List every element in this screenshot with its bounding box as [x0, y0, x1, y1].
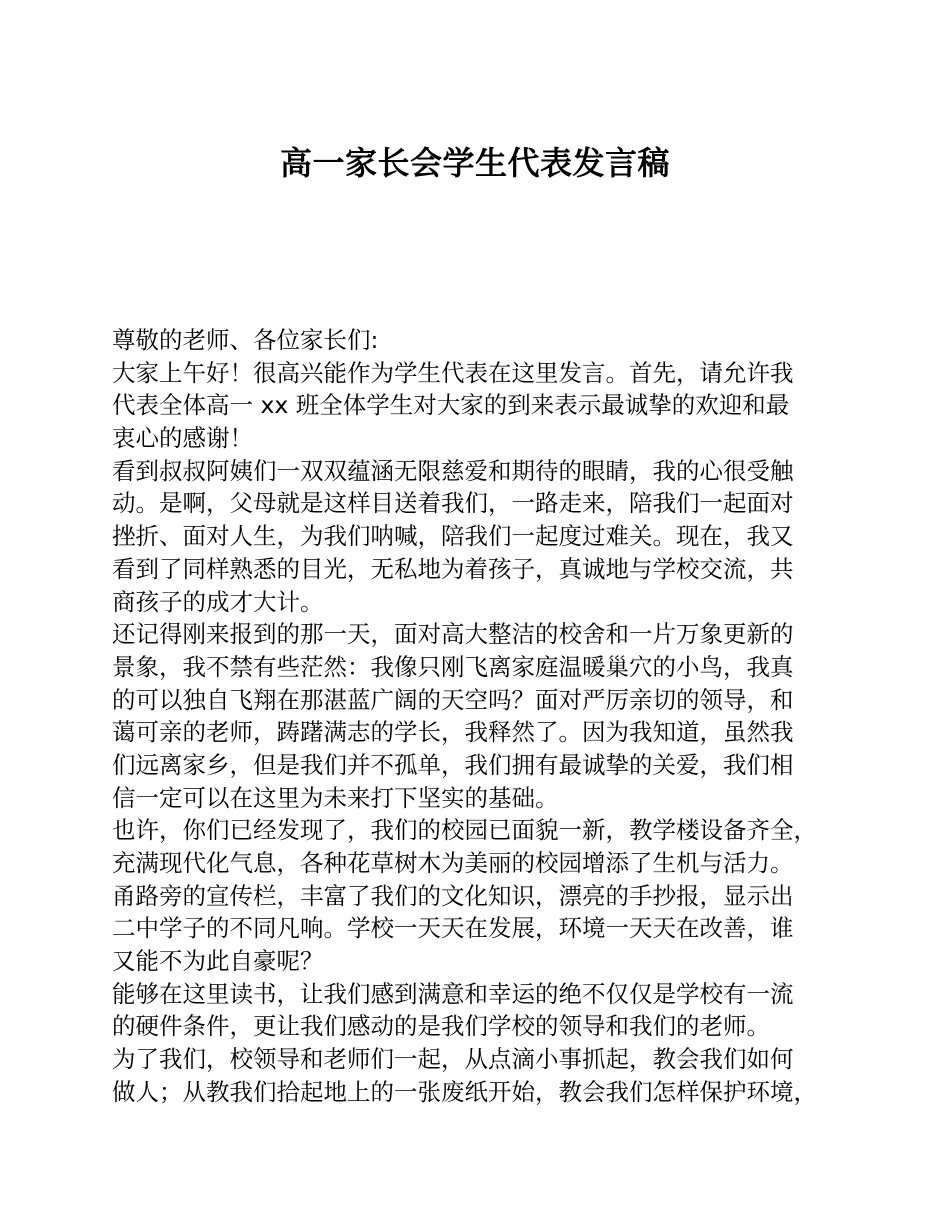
text-line: 商孩子的成才大计。: [112, 587, 324, 616]
text-line: 又能不为此自豪呢？: [112, 947, 324, 976]
text-line: 景象，我不禁有些茫然：我像只刚飞离家庭温暖巢穴的小鸟，我真: [112, 652, 794, 681]
text-line: 动。是啊，父母就是这样目送着我们，一路走来，陪我们一起面对: [112, 489, 794, 518]
text-line: 尊敬的老师、各位家长们:: [112, 326, 379, 354]
text-line: 能够在这里读书，让我们感到满意和幸运的绝不仅仅是学校有一流: [112, 979, 794, 1008]
text-line: 的硬件条件，更让我们感动的是我们学校的领导和我们的老师。: [112, 1012, 770, 1041]
text-line: 们远离家乡，但是我们并不孤单，我们拥有最诚挚的关爱，我们相: [112, 750, 794, 779]
text-line: 信一定可以在这里为未来打下坚实的基础。: [112, 783, 559, 812]
text-line: 做人；从教我们拾起地上的一张废纸开始，教会我们怎样保护环境，: [112, 1077, 817, 1106]
document-body: [112, 324, 852, 1109]
text-line: 二中学子的不同凡响。学校一天天在发展，环境一天天在改善，谁: [112, 914, 794, 943]
text-line: 衷心的感谢！: [112, 424, 253, 453]
text-line: 看到了同样熟悉的目光，无私地为着孩子，真诚地与学校交流，共: [112, 554, 794, 583]
text-line: 也许，你们已经发现了，我们的校园已面貌一新，教学楼设备齐全，: [112, 816, 817, 845]
text-line: 看到叔叔阿姨们一双双蕴涵无限慈爱和期待的眼睛，我的心很受触: [112, 456, 794, 485]
text-line: 充满现代化气息，各种花草树木为美丽的校园增添了生机与活力。: [112, 849, 794, 877]
text-line: 代表全体高一 xx 班全体学生对大家的到来表示最诚挚的欢迎和最: [112, 391, 790, 420]
text-line: 为了我们，校领导和老师们一起，从点滴小事抓起，教会我们如何: [112, 1045, 794, 1074]
text-line: 的可以独自飞翔在那湛蓝广阔的天空吗？面对严厉亲切的领导，和: [112, 685, 794, 714]
document-title: 高一家长会学生代表发言稿: [279, 144, 670, 182]
text-line: 挫折、面对人生，为我们呐喊，陪我们一起度过难关。现在，我又: [112, 522, 794, 551]
text-line: 大家上午好！很高兴能作为学生代表在这里发言。首先，请允许我: [112, 358, 794, 387]
text-line: 蔼可亲的老师，踌躇满志的学长，我释然了。因为我知道，虽然我: [112, 718, 794, 747]
text-line: 还记得刚来报到的那一天，面对高大整洁的校舍和一片万象更新的: [112, 620, 794, 649]
text-line: 甬路旁的宣传栏，丰富了我们的文化知识，漂亮的手抄报，显示出: [112, 881, 794, 910]
